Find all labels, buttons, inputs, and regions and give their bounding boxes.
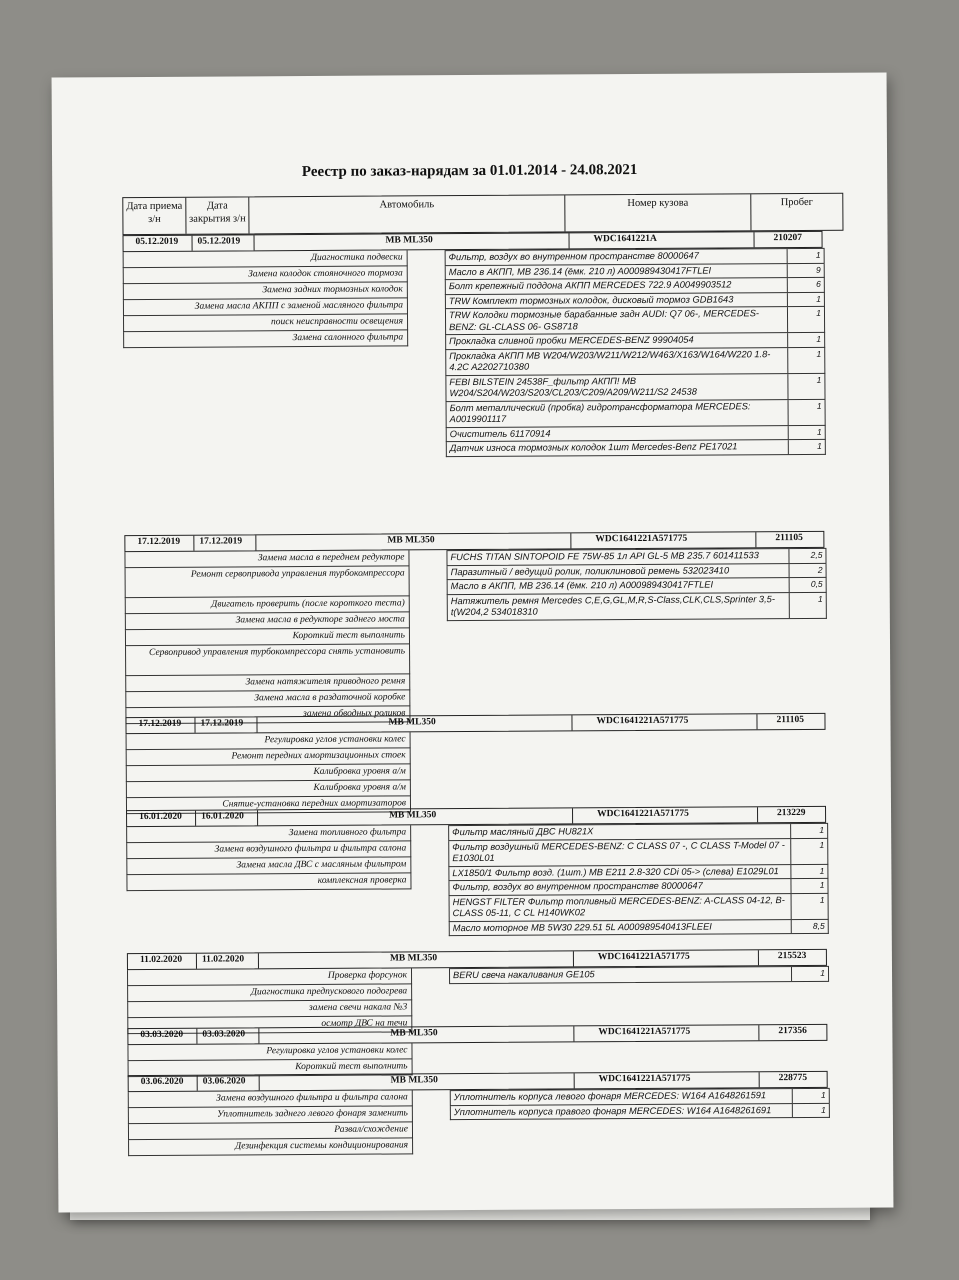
work-item: Замена масла в переднем редукторе (124, 550, 409, 568)
work-item: Диагностика предпускового подогрева (127, 984, 412, 1002)
header-divider (254, 235, 255, 250)
order-vin: WDC1641221A571775 (598, 1073, 691, 1085)
works-list (126, 825, 411, 891)
part-qty: 1 (821, 1104, 826, 1115)
header-divider (257, 810, 258, 825)
order-block (125, 713, 826, 812)
part-name: LX1850/1 Фильтр возд. (1шт.) MB E211 2.8-320 CDi 05-> (слева) E1029L01 (449, 865, 791, 881)
order-date-close: 17.12.2019 (200, 718, 244, 729)
header-divider (753, 232, 754, 247)
part-qty: 9 (815, 264, 821, 275)
part-row (446, 399, 826, 427)
part-name: Масло в АКПП, MB 236.14 (ёмк. 210 л) A000989430417FTLEI (446, 264, 788, 280)
header-divider (256, 717, 257, 732)
order-block (124, 531, 825, 718)
work-item: замена свечи накала №3 (127, 1000, 412, 1018)
order-car: MB ML350 (388, 717, 436, 728)
work-item: Замена масла в редукторе заднего моста (125, 612, 410, 630)
header-divider (758, 1025, 759, 1040)
part-name: Прокладка АКПП MB W204/W203/W211/W212/W463/X163/W164/W220 1.8-4.2C A2202710380 (446, 348, 788, 375)
order-date-open: 17.12.2019 (138, 718, 182, 730)
part-qty: 1 (815, 249, 821, 260)
work-item: Калибровка уровня а/м (126, 764, 411, 782)
col-body-number: Номер кузова (565, 194, 751, 231)
col-date-open: Дата приема з/н (123, 198, 186, 234)
part-row (448, 838, 828, 866)
header-divider (258, 953, 259, 968)
works-list (127, 1043, 412, 1077)
order-block (128, 1071, 829, 1174)
part-row (449, 966, 829, 984)
order-date-close: 03.06.2020 (202, 1076, 246, 1087)
part-name: Фильтр, воздух во внутренном пространстве 80000647 (446, 249, 788, 265)
work-item: Дезинфекция системы кондиционирования (128, 1138, 413, 1156)
header-divider (258, 1028, 259, 1043)
header-divider (195, 811, 196, 826)
part-name: Прокладка сливной пробки MERCEDES-BENZ 99904054 (446, 333, 788, 349)
order-body (127, 966, 827, 1030)
order-date-close: 17.12.2019 (199, 536, 243, 547)
part-name: Уплотнитель корпуса правого фонаря MERCEDES: W164 A1648261691 (451, 1104, 793, 1120)
works-list (124, 550, 410, 724)
part-row (450, 1103, 830, 1120)
order-date-open: 16.01.2020 (139, 811, 182, 823)
part-qty: 1 (817, 440, 822, 451)
order-date-close: 05.12.2019 (197, 236, 241, 247)
order-date-close: 11.02.2020 (201, 954, 245, 965)
part-qty: 8,5 (812, 920, 825, 931)
header-divider (194, 718, 195, 733)
part-name: FUCHS TITAN SINTOPOID FE 75W-85 1л API GL-5 MB 235.7 601411533 (447, 549, 789, 565)
work-item: Замена салонного фильтра (123, 330, 408, 348)
header-divider (573, 951, 574, 966)
part-qty: 1 (819, 824, 825, 835)
col-car: Автомобиль (249, 195, 565, 233)
part-row (445, 373, 825, 401)
order-block (127, 949, 827, 1030)
work-item: Уплотнитель заднего левого фонаря заменить (128, 1106, 413, 1124)
work-item: Проверка форсунок (127, 968, 412, 986)
work-item: Ремонт сервопривода управления турбокомпрессора (125, 566, 410, 598)
header-divider (757, 807, 758, 822)
order-car: MB ML350 (385, 235, 433, 246)
part-row (449, 919, 829, 936)
work-item: Замена колодок стояночного тормоза (123, 266, 408, 284)
order-block (127, 1024, 827, 1077)
col-mileage: Пробег (780, 196, 813, 209)
parts-list (446, 548, 826, 621)
part-qty: 1 (817, 593, 823, 604)
work-item: Замена масла в раздаточной коробке (125, 690, 410, 708)
header-divider (571, 715, 572, 730)
part-name: HENGST FILTER Фильтр топливный MERCEDES-BENZ: A-CLASS 04-12, B-CLASS 05-11, C CL H140WK02 (450, 894, 792, 921)
part-qty: 1 (816, 348, 822, 359)
work-item: Сервопривод управления турбокомпрессора снять установить (125, 644, 410, 676)
order-vin: WDC1641221A571775 (596, 715, 689, 727)
part-qty: 1 (816, 374, 822, 385)
work-item: Снятие-установка передних амортизаторов (126, 796, 411, 814)
part-qty: 1 (816, 426, 822, 437)
part-name: Паразитный / ведущий ролик, поликлиновой ремень 532023410 (448, 564, 790, 580)
work-item: Замена воздушного фильтра и фильтра салона (128, 1090, 413, 1108)
header-divider (255, 535, 256, 550)
order-mileage: 213229 (777, 807, 806, 819)
parts-list (450, 1088, 830, 1120)
table-header (122, 193, 843, 235)
order-car: MB ML350 (389, 810, 437, 821)
work-item: Замена задних тормозных колодок (123, 282, 408, 300)
part-name: Очиститель 61170914 (447, 426, 789, 442)
order-date-close: 03.03.2020 (202, 1029, 246, 1040)
header-divider (259, 1075, 260, 1090)
order-car: MB ML350 (390, 1075, 438, 1086)
part-row (445, 347, 825, 375)
work-item: Регулировка углов установки колес (127, 1043, 412, 1061)
header-divider (573, 1026, 574, 1041)
order-mileage: 211105 (776, 714, 804, 726)
part-qty: 1 (816, 293, 821, 304)
order-date-close: 16.01.2020 (201, 811, 244, 822)
part-name: Датчик износа тормозных колодок 1шт Mercedes-Benz PE17021 (447, 440, 789, 456)
part-row (446, 440, 826, 457)
header-divider (758, 950, 759, 965)
header-divider (196, 1029, 197, 1044)
order-date-open: 17.12.2019 (137, 536, 181, 548)
part-qty: 1 (816, 333, 822, 344)
part-name: FEBI BILSTEIN 24538F_фильтр АКПП! MB W204/S204/W203/S203/CL203/C209/A209/W211/S2 24538 (446, 374, 788, 401)
part-name: Фильтр воздушный MERCEDES-BENZ: C CLASS 07 -, C CLASS T-Model 07 - E1030L01 (449, 839, 791, 866)
order-mileage: 228775 (778, 1072, 808, 1084)
part-name: Болт металлический (пробка) гидротрансформатора MERCEDES: A0019901117 (447, 400, 789, 427)
document-page (52, 72, 894, 1212)
header-divider (572, 808, 573, 823)
part-qty: 6 (816, 278, 821, 289)
works-list (123, 250, 409, 348)
part-name: Масло в АКПП, MB 236.14 (ёмк. 210 л) A000989430417FTLEI (448, 578, 790, 594)
order-vin: WDC1641221A571775 (598, 1026, 691, 1038)
order-body (126, 730, 826, 812)
header-divider (755, 532, 756, 547)
order-body (124, 548, 825, 718)
order-car: MB ML350 (389, 953, 438, 964)
order-car: MB ML350 (387, 535, 435, 546)
part-name: Уплотнитель корпуса левого фонаря MERCEDES: W164 A1648261591 (451, 1089, 793, 1105)
page-title: Реестр по заказ-нарядам за 01.01.2014 - 24.08.2021 (301, 161, 638, 181)
part-name: Фильтр масляный ДВС HU821X (449, 824, 791, 840)
work-item: Короткий тест выполнить (128, 1059, 413, 1077)
work-item: комплексная проверка (126, 873, 411, 891)
parts-list (448, 823, 829, 936)
work-item: осмотр ДВС на течи (127, 1016, 412, 1034)
header-divider (756, 714, 757, 729)
order-block (126, 806, 827, 955)
work-item: Замена масла ДВС с масляным фильтром (126, 857, 411, 875)
part-qty: 2 (817, 564, 823, 575)
header-divider (197, 1076, 198, 1091)
order-date-open: 05.12.2019 (135, 236, 179, 248)
order-vin: WDC1641221A (593, 233, 657, 245)
order-body (128, 1088, 828, 1174)
part-name: Фильтр, воздух во внутренном пространстве 80000647 (449, 879, 791, 895)
work-item: Короткий тест выполнить (125, 628, 410, 646)
header-divider (570, 533, 571, 548)
part-row (445, 307, 825, 335)
parts-list (445, 248, 826, 457)
parts-list (449, 966, 829, 984)
works-list (127, 968, 412, 1034)
order-vin: WDC1641221A571775 (597, 951, 690, 963)
order-vin: WDC1641221A571775 (597, 808, 689, 820)
part-qty: 1 (819, 879, 825, 890)
header-divider (759, 1072, 760, 1087)
order-body (123, 248, 825, 547)
part-row (449, 893, 829, 921)
part-qty: 1 (819, 865, 825, 876)
order-mileage: 215523 (777, 950, 807, 962)
order-date-open: 11.02.2020 (139, 954, 183, 966)
header-divider (574, 1073, 575, 1088)
part-qty: 1 (816, 307, 822, 318)
order-mileage: 210207 (773, 232, 803, 244)
order-car: MB ML350 (390, 1028, 438, 1039)
part-name: Болт крепежный поддона АКПП MERCEDES 722.9 A0049903512 (446, 278, 788, 294)
work-item: Двигатель проверить (после короткого теста) (125, 596, 410, 614)
order-mileage: 217356 (778, 1025, 807, 1037)
works-list (126, 732, 411, 814)
part-qty: 1 (819, 839, 825, 850)
part-qty: 1 (821, 1089, 826, 1100)
header-divider (192, 236, 193, 251)
order-date-open: 03.03.2020 (140, 1029, 184, 1041)
work-item: Замена воздушного фильтра и фильтра салона (126, 841, 411, 859)
header-divider (196, 954, 197, 969)
work-item: Замена натяжителя приводного ремня (125, 674, 410, 692)
part-name: TRW Комплект тормозных колодок, дисковый тормоз GDB1643 (446, 293, 788, 309)
order-vin: WDC1641221A571775 (595, 533, 688, 545)
work-item: поиск неисправности освещения (123, 314, 408, 332)
header-divider (569, 233, 570, 248)
work-item: Замена масла АКПП с заменой масляного фильтра (123, 298, 408, 316)
part-qty: 1 (820, 967, 826, 978)
part-name: BERU свеча накаливания GE105 (450, 967, 792, 983)
header-divider (193, 536, 194, 551)
part-qty: 2,5 (810, 549, 823, 560)
order-mileage: 211105 (775, 532, 803, 544)
part-row (447, 592, 827, 620)
works-list (128, 1090, 413, 1156)
work-item: Замена топливного фильтра (126, 825, 411, 843)
work-item: Диагностика подвески (123, 250, 408, 268)
part-name: Натяжитель ремня Mercedes C,E,G,GL,M,R,S-Class,CLK,CLS,Sprinter 3,5-t(W204,2 534018310 (448, 593, 790, 620)
col-date-close: Дата закрытия з/н (186, 197, 249, 233)
part-name: Масло моторное MB 5W30 229.51 5L A000989540413FLEEI (450, 920, 792, 936)
part-qty: 1 (816, 400, 822, 411)
work-item: Развал/схождение (128, 1122, 413, 1140)
work-item: замена обводных роликов (125, 706, 410, 724)
part-qty: 0,5 (810, 578, 823, 589)
part-qty: 1 (819, 894, 825, 905)
order-block (123, 231, 825, 547)
work-item: Регулировка углов установки колес (126, 732, 411, 750)
work-item: Ремонт передних амортизационных стоек (126, 748, 411, 766)
order-date-open: 03.06.2020 (140, 1076, 184, 1088)
order-body (126, 823, 827, 955)
work-item: Калибровка уровня а/м (126, 780, 411, 798)
part-name: TRW Колодки тормозные барабанные задн AUDI: Q7 06-, MERCEDES-BENZ: GL-CLASS 06- GS8718 (446, 307, 788, 334)
